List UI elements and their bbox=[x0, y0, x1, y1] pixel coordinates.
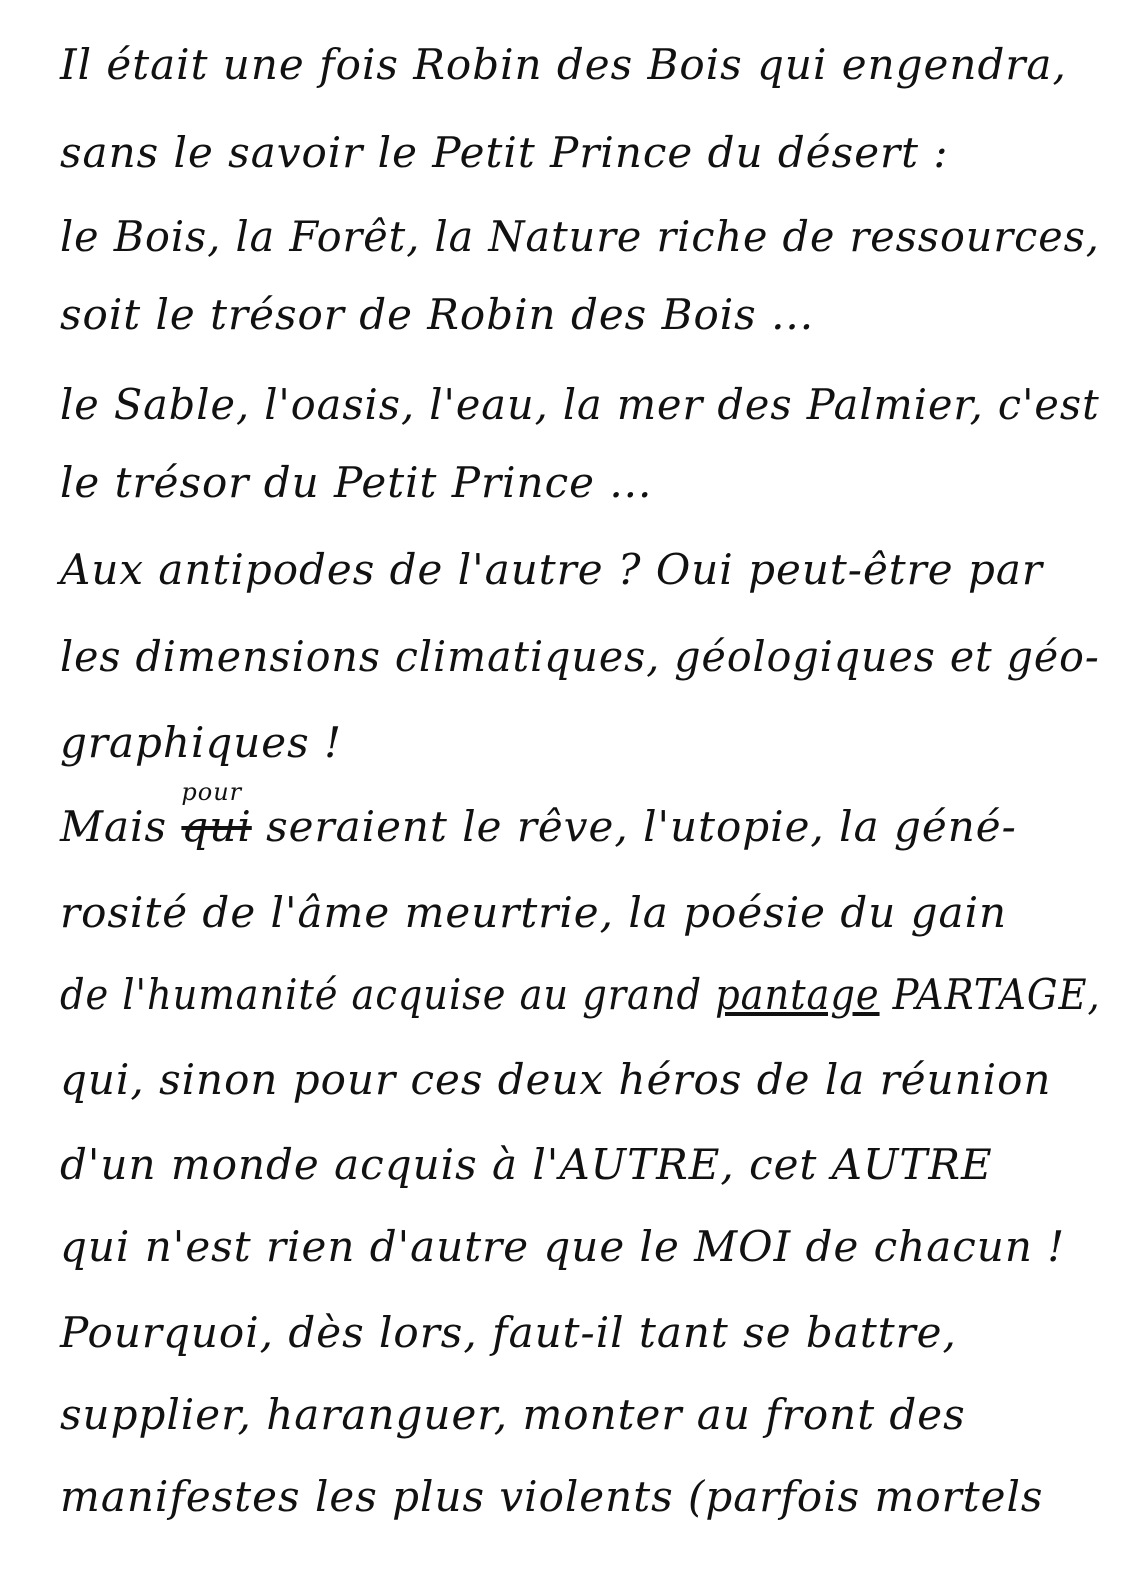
text-line bbox=[60, 970, 1101, 1020]
text-line: les dimensions climatiques, géologiques et géo- bbox=[60, 632, 1100, 681]
text-segment: seraient le rêve, l'utopie, la géné- bbox=[251, 802, 1017, 851]
text-line: graphiques ! bbox=[60, 718, 342, 767]
text-line: Il était une fois Robin des Bois qui engendra, bbox=[60, 40, 1067, 89]
text-line: manifestes les plus violents (parfois mortels bbox=[60, 1472, 1044, 1521]
correction bbox=[181, 778, 252, 852]
inserted-word: pour bbox=[181, 778, 243, 806]
text-line: sans le savoir le Petit Prince du désert : bbox=[60, 128, 949, 177]
text-segment: Mais bbox=[60, 802, 182, 851]
struck-word: qui bbox=[181, 802, 252, 851]
text-line: le Sable, l'oasis, l'eau, la mer des Palmier, c'est bbox=[60, 380, 1100, 429]
text-line: le trésor du Petit Prince ... bbox=[60, 458, 653, 507]
text-segment: de l'humanité acquise au grand bbox=[60, 970, 716, 1019]
text-line bbox=[60, 778, 1017, 852]
text-line: qui n'est rien d'autre que le MOI de chacun ! bbox=[60, 1222, 1066, 1271]
struck-word: pantage bbox=[715, 970, 880, 1019]
text-segment: PARTAGE, bbox=[879, 970, 1101, 1019]
text-line: supplier, haranguer, monter au front des bbox=[60, 1390, 966, 1439]
text-line: soit le trésor de Robin des Bois ... bbox=[60, 290, 815, 339]
text-line: qui, sinon pour ces deux héros de la réunion bbox=[60, 1055, 1052, 1104]
text-line: rosité de l'âme meurtrie, la poésie du gain bbox=[60, 888, 1008, 937]
text-line: d'un monde acquis à l'AUTRE, cet AUTRE bbox=[60, 1140, 993, 1189]
text-line: Aux antipodes de l'autre ? Oui peut-être par bbox=[60, 545, 1043, 594]
text-line: Pourquoi, dès lors, faut-il tant se battre, bbox=[60, 1308, 957, 1357]
text-line: le Bois, la Forêt, la Nature riche de ressources, bbox=[60, 212, 1100, 261]
